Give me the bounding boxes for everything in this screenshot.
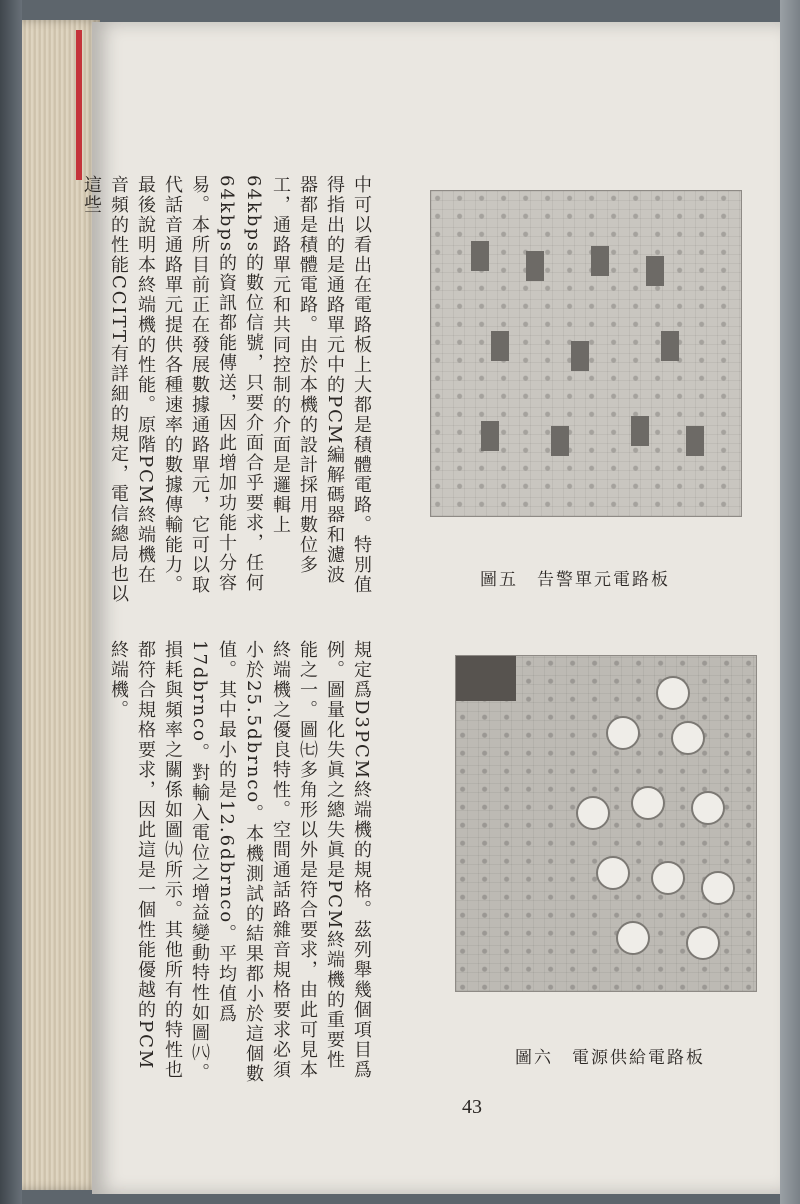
chip [631, 416, 649, 446]
transformer [456, 656, 516, 701]
chip [661, 331, 679, 361]
capacitor [616, 921, 650, 955]
chip [571, 341, 589, 371]
chip [591, 246, 609, 276]
capacitor [606, 716, 640, 750]
book-spine-right-edge [780, 0, 800, 1204]
chip [551, 426, 569, 456]
capacitor [671, 721, 705, 755]
chip [481, 421, 499, 451]
page-number: 43 [462, 1096, 482, 1118]
text-column-upper [81, 175, 375, 605]
bookmark-ribbon [76, 30, 82, 180]
capacitor [631, 786, 665, 820]
paragraph-performance-intro: 最後說明本終端機的性能。原階PCM終端機在音頻的性能CCITT有詳細的規定，電信總局也以這些 [81, 175, 156, 605]
chip [526, 251, 544, 281]
figure-5-caption: 圖五 告警單元電路板 [480, 570, 670, 590]
chip [686, 426, 704, 456]
chip [646, 256, 664, 286]
capacitor [651, 861, 685, 895]
book-cover-edge [0, 0, 22, 1204]
figure-power-supply-board-photo [455, 655, 757, 992]
chip [471, 241, 489, 271]
figure-alarm-unit-board-photo [430, 190, 742, 517]
paragraph-specifications: 規定爲D3PCM終端機的規格。茲列舉幾個項目爲例。圖量化失眞之總失眞是PCM終端機的重要性能之一。圖㈦多角形以外是符合要求，由此可見本終端機之優良特性。空間通話路雜音規格要求必須小於25.5dbrnco。本機測試的結果都小於這個數值。其中最小的是12.6dbrnco。平均值爲17dbrnco。對輸入電位之增益變動特性如圖㈧。損耗與頻率之關係如圖㈨所示。其他所有的特性也都符合規格要求，因此這是一個性能優越的PCM終端機。 [108, 640, 372, 1085]
capacitor [576, 796, 610, 830]
paragraph-circuit-board: 中可以看出在電路板上大都是積體電路。特別值得指出的是通路單元中的PCM編解碼器和濾波器都是積體電路。由於本機的設計採用數位多工，通路單元和共同控制的介面是邏輯上64kbps的數位信號，只要介面合乎要求，任何64kbps的資訊都能傳送，因此增加功能十分容易。本所目前正在發展數據通路單元，它可以取代話音通路單元提供各種速率的數據傳輸能力。 [162, 175, 372, 595]
capacitor [596, 856, 630, 890]
chip [491, 331, 509, 361]
figure-6-caption: 圖六 電源供給電路板 [515, 1048, 705, 1068]
text-column-lower [108, 640, 375, 1090]
capacitor [691, 791, 725, 825]
capacitor [701, 871, 735, 905]
capacitor [656, 676, 690, 710]
capacitor [686, 926, 720, 960]
